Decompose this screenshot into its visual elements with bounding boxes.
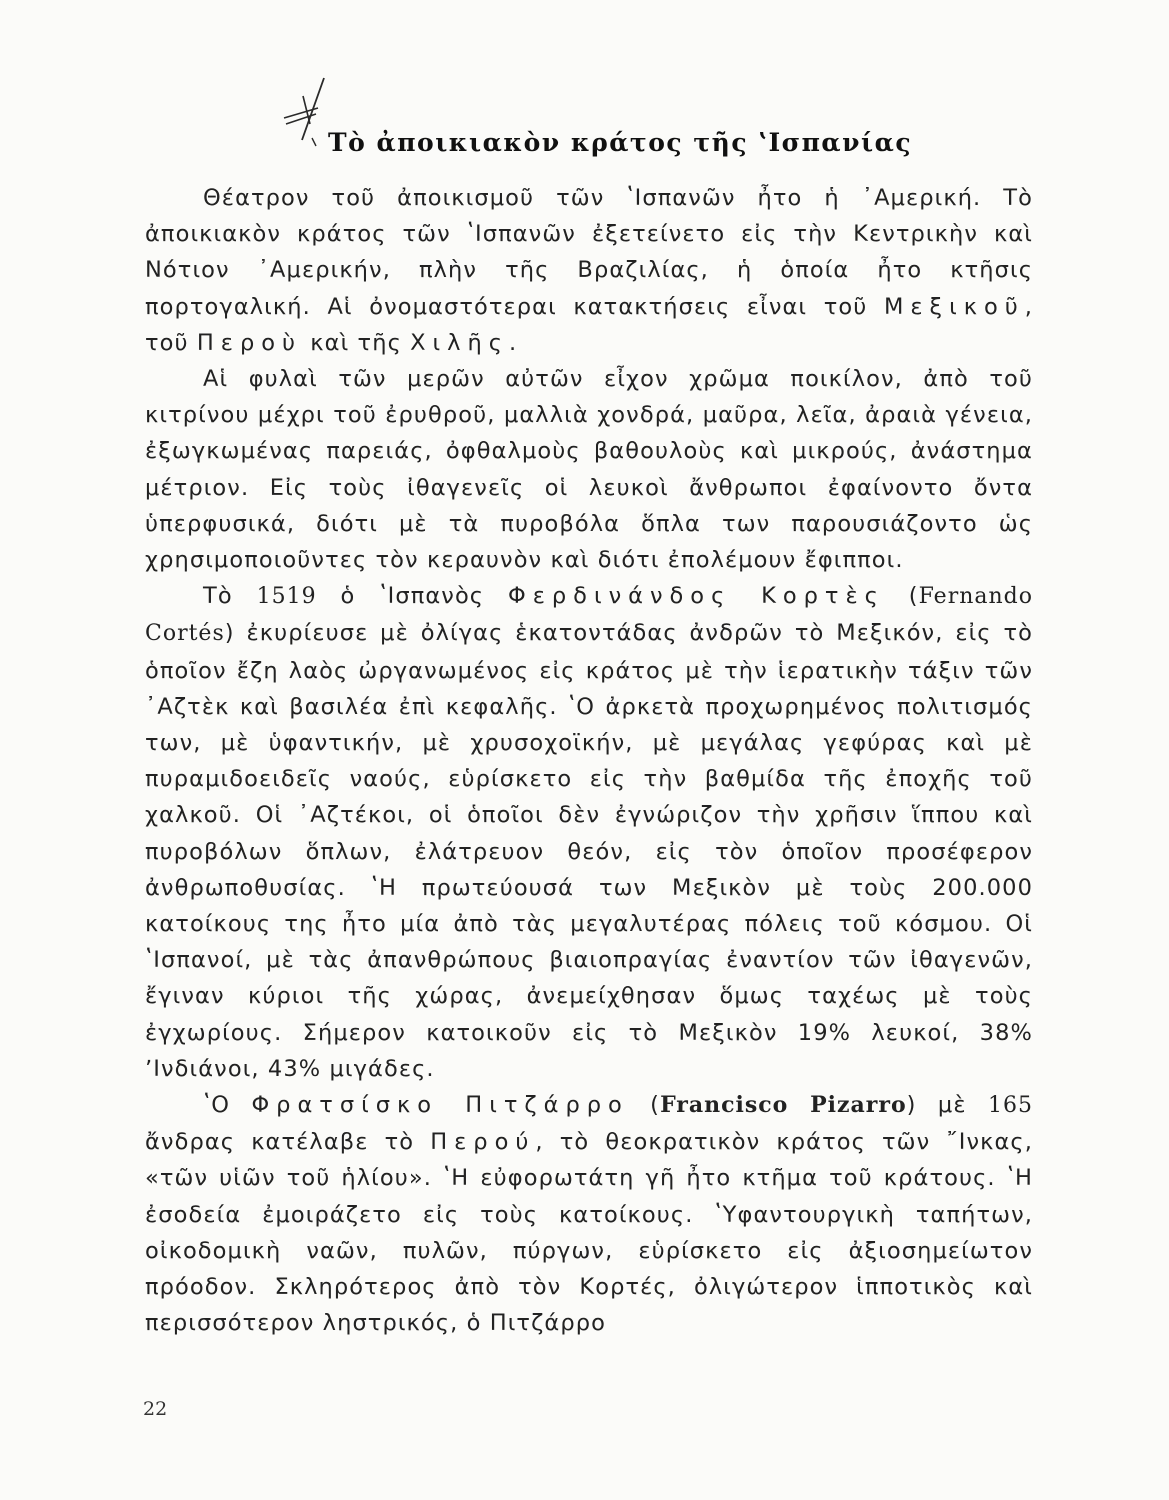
spaced-name-peru: Περοὺ xyxy=(196,329,303,356)
spaced-name-pizarro: Φρατσίσκο Πιτζάρρο xyxy=(251,1092,629,1119)
spaced-name-mexico: Μεξικοῦ xyxy=(883,293,1025,320)
spaced-name-cortes: Φερδινάνδος Κορτὲς xyxy=(508,583,885,610)
paragraph-3: Τὸ 1519 ὁ ʽΙσπανὸς Φερδινάνδος Κορτὲς (Fernando Cortés) ἐκυρίευσε μὲ ὀλίγας ἑκατοντάδας ἀνδρῶν τὸ Μεξικόν, εἰς τὸ ὁποῖον ἔζη λαὸς ὠργανωμένος εἰς κράτος μὲ τὴν ἱερατικὴν τάξιν τῶν ᾿Αζτὲκ καὶ βασιλέα ἐπὶ κεφαλῆς. ʽΟ ἀρκετὰ προχωρημένος πολιτισμός των, μὲ ὑφαντικήν, μὲ χρυσοχοϊκήν, μὲ μεγάλας γεφύρας καὶ μὲ πυραμιδοειδεῖς ναούς, εὑρίσκετο εἰς τὴν βαθμίδα τῆς ἐποχῆς τοῦ χαλκοῦ. Οἱ ᾿Αζτέκοι, οἱ ὁποῖοι δὲν ἐγνώριζον τὴν χρῆσιν ἵππου καὶ πυροβόλων ὅπλων, ἐλάτρευον θεόν, εἰς τὸν ὁποῖον προσέφερον ἀνθρωποθυσίας. ʽΗ πρωτεύουσά των Μεξικὸν μὲ τοὺς 200.000 κατοίκους της ἦτο μία ἀπὸ τὰς μεγαλυτέρας πόλεις τοῦ κόσμου. Οἱ ʽΙσπανοί, μὲ τὰς ἀπανθρώπους βιαιοπραγίας ἐναντίον τῶν ἰθαγενῶν, ἔγιναν κύριοι τῆς χώρας, ἀνεμείχθησαν ὅμως ταχέως μὲ τοὺς ἐγχωρίους. Σήμερον κατοικοῦν εἰς τὸ Μεξικὸν 19% λευκοί, 38% ʼΙνδιάνοι, 43% μιγάδες. xyxy=(145,583,1033,1082)
page-number: 22 xyxy=(143,1398,168,1420)
year: 1519 xyxy=(256,584,317,610)
spaced-name-chile: Χιλῆς xyxy=(410,329,509,356)
spaced-name-peru-2: Περού xyxy=(430,1129,536,1156)
page-title: Τὸ ἀποικιακὸν κράτος τῆς ʽΙσπανίας xyxy=(328,128,913,157)
latin-name-cortes: Fernando Cortés xyxy=(145,584,1033,647)
latin-name-pizarro: Francisco Pizarro xyxy=(660,1092,907,1119)
body-text xyxy=(145,180,1033,1342)
men-count: 165 xyxy=(988,1093,1033,1119)
paragraph-1: Θέατρον τοῦ ἀποικισμοῦ τῶν ʽΙσπανῶν ἦτο ἡ ᾿Αμερική. Τὸ ἀποικιακὸν κράτος τῶν ʽΙσπανῶν ἐξετείνετο εἰς τὴν Κεντρικὴν καὶ Νότιον ᾿Αμερικήν, πλὴν τῆς Βραζιλίας, ἡ ὁποία ἦτο κτῆσις πορτογαλική. Αἱ ὀνομαστότεραι κατακτήσεις εἶναι τοῦ Μεξικοῦ, τοῦ Περοὺ καὶ τῆς Χιλῆς. xyxy=(145,185,1033,356)
paragraph-2: Αἱ φυλαὶ τῶν μερῶν αὐτῶν εἶχον χρῶμα ποικίλον, ἀπὸ τοῦ κιτρίνου μέχρι τοῦ ἐρυθροῦ, μαλλιὰ χονδρά, μαῦρα, λεῖα, ἀραιὰ γένεια, ἐξωγκωμένας παρειάς, ὀφθαλμοὺς βαθουλοὺς καὶ μικρούς, ἀνάστημα μέτριον. Εἰς τοὺς ἰθαγενεῖς οἱ λευκοὶ ἄνθρωποι ἐφαίνοντο ὄντα ὑπερφυσικά, διότι μὲ τὰ πυροβόλα ὅπλα των παρουσιάζοντο ὡς χρησιμοποιοῦντες τὸν κεραυνὸν καὶ διότι ἐπολέμουν ἔφιπποι. xyxy=(145,366,1033,574)
paragraph-4: ʽΟ Φρατσίσκο Πιτζάρρο (Francisco Pizarro) μὲ 165 ἄνδρας κατέλαβε τὸ Περού, τὸ θεοκρατικὸν κράτος τῶν ῎Ινκας, «τῶν υἱῶν τοῦ ἡλίου». ʽΗ εὐφορωτάτη γῆ ἦτο κτῆμα τοῦ κράτους. ʽΗ ἐσοδεία ἐμοιράζετο εἰς τοὺς κατοίκους. ʽΥφαντουργικὴ ταπήτων, οἰκοδομικὴ ναῶν, πυλῶν, πύργων, εὑρίσκετο εἰς ἀξιοσημείωτον πρόοδον. Σκληρότερος ἀπὸ τὸν Κορτές, ὀλιγώτερον ἱπποτικὸς καὶ περισσότερον ληστρικός, ὁ Πιτζάρρο xyxy=(145,1092,1033,1337)
